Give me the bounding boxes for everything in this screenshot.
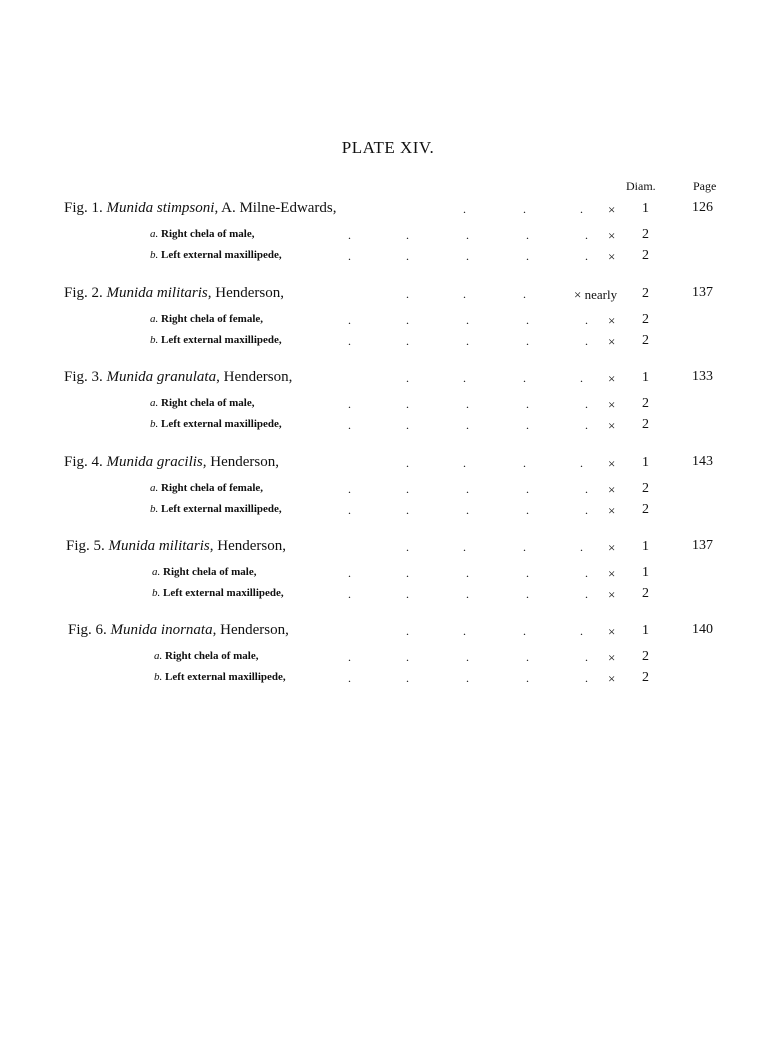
scale-diameter: 2 <box>642 502 649 517</box>
leader-dot: . <box>466 228 469 242</box>
leader-dot: . <box>406 540 409 554</box>
part-description: Right chela of male, <box>165 650 259 662</box>
scale-diameter: 2 <box>642 286 649 301</box>
leader-dot: . <box>406 313 409 327</box>
leader-dot: . <box>406 334 409 348</box>
figure-part <box>0 503 776 521</box>
leader-dot: . <box>580 202 583 216</box>
leader-dot: . <box>526 503 529 517</box>
leader-dot: . <box>406 482 409 496</box>
leader-dot: . <box>585 334 588 348</box>
scale-multiplier: × <box>608 313 616 328</box>
figure-number: Fig. 6. <box>68 622 107 638</box>
leader-dot: . <box>463 540 466 554</box>
leader-dot: . <box>523 624 526 638</box>
leader-dot: . <box>585 503 588 517</box>
species-authority: , Henderson, <box>212 622 289 638</box>
scale-diameter: 2 <box>642 586 649 601</box>
scale-multiplier: × <box>608 202 616 217</box>
scale-diameter: 2 <box>642 417 649 432</box>
page-number: 126 <box>692 200 713 215</box>
scale-diameter: 1 <box>642 455 649 470</box>
scale-multiplier: × <box>608 540 616 555</box>
scale-multiplier: × <box>608 334 616 349</box>
figure-number: Fig. 4. <box>64 454 103 470</box>
leader-dot: . <box>523 456 526 470</box>
figure-number: Fig. 2. <box>64 285 103 301</box>
figure-part <box>0 313 776 331</box>
diam-column-header: Diam. <box>626 179 656 193</box>
figure-label <box>64 454 279 471</box>
scale-multiplier: × nearly <box>574 287 618 302</box>
scale-diameter: 1 <box>642 201 649 216</box>
leader-dot: . <box>348 334 351 348</box>
leader-dot: . <box>585 397 588 411</box>
part-letter: a. <box>154 650 163 662</box>
leader-dot: . <box>466 671 469 685</box>
leader-dot: . <box>585 671 588 685</box>
leader-dot: . <box>348 397 351 411</box>
leader-dot: . <box>466 566 469 580</box>
part-letter: b. <box>150 503 159 515</box>
leader-dot: . <box>406 228 409 242</box>
leader-dot: . <box>406 418 409 432</box>
leader-dot: . <box>406 371 409 385</box>
part-letter: a. <box>150 228 159 240</box>
species-name: Munida militaris <box>106 285 208 301</box>
species-name: Munida militaris <box>108 538 210 554</box>
leader-dot: . <box>406 249 409 263</box>
leader-dot: . <box>580 624 583 638</box>
leader-dot: . <box>580 456 583 470</box>
leader-dot: . <box>526 587 529 601</box>
leader-dot: . <box>585 482 588 496</box>
leader-dot: . <box>466 418 469 432</box>
scale-multiplier: × <box>608 249 616 264</box>
leader-dot: . <box>348 566 351 580</box>
scale-diameter: 1 <box>642 565 649 580</box>
figure-part <box>0 587 776 605</box>
part-label <box>150 313 263 325</box>
leader-dot: . <box>526 249 529 263</box>
figure-entry <box>0 369 776 391</box>
part-description: Right chela of male, <box>163 566 257 578</box>
leader-dot: . <box>526 566 529 580</box>
part-label <box>154 671 286 683</box>
figure-part <box>0 249 776 267</box>
leader-dot: . <box>580 540 583 554</box>
figure-label <box>66 538 286 555</box>
leader-dot: . <box>580 371 583 385</box>
figure-entry <box>0 200 776 222</box>
leader-dot: . <box>526 418 529 432</box>
leader-dot: . <box>463 202 466 216</box>
leader-dot: . <box>406 587 409 601</box>
part-description: Right chela of male, <box>161 397 255 409</box>
species-authority: , Henderson, <box>202 454 279 470</box>
leader-dot: . <box>526 228 529 242</box>
part-label <box>150 334 282 346</box>
part-letter: b. <box>152 587 161 599</box>
species-authority: , Henderson, <box>216 369 293 385</box>
scale-diameter: 1 <box>642 539 649 554</box>
figure-part <box>0 397 776 415</box>
leader-dot: . <box>463 624 466 638</box>
part-label <box>150 397 254 409</box>
leader-dot: . <box>348 228 351 242</box>
leader-dot: . <box>585 587 588 601</box>
figure-number: Fig. 3. <box>64 369 103 385</box>
scale-diameter: 1 <box>642 623 649 638</box>
page-number: 137 <box>692 285 713 300</box>
part-description: Right chela of male, <box>161 228 255 240</box>
scale-diameter: 2 <box>642 481 649 496</box>
leader-dot: . <box>463 456 466 470</box>
figure-label <box>68 622 289 639</box>
part-letter: b. <box>150 334 159 346</box>
leader-dot: . <box>348 587 351 601</box>
leader-dot: . <box>406 566 409 580</box>
scale-diameter: 2 <box>642 670 649 685</box>
figure-part <box>0 650 776 668</box>
leader-dot: . <box>585 566 588 580</box>
part-label <box>150 418 282 430</box>
leader-dot: . <box>523 540 526 554</box>
leader-dot: . <box>466 587 469 601</box>
figure-part <box>0 334 776 352</box>
part-description: Right chela of female, <box>161 482 264 494</box>
figure-part <box>0 482 776 500</box>
scale-diameter: 2 <box>642 248 649 263</box>
leader-dot: . <box>466 482 469 496</box>
figure-part <box>0 418 776 436</box>
species-authority: , Henderson, <box>209 538 287 554</box>
part-letter: b. <box>150 249 159 261</box>
leader-dot: . <box>466 650 469 664</box>
leader-dot: . <box>526 397 529 411</box>
figure-part <box>0 671 776 689</box>
scale-multiplier: × <box>608 456 616 471</box>
leader-dot: . <box>348 503 351 517</box>
part-label <box>150 228 254 240</box>
leader-dot: . <box>585 249 588 263</box>
part-letter: a. <box>150 313 159 325</box>
leader-dot: . <box>406 456 409 470</box>
leader-dot: . <box>466 334 469 348</box>
leader-dot: . <box>526 671 529 685</box>
scale-diameter: 2 <box>642 649 649 664</box>
scale-multiplier: × <box>608 671 616 686</box>
figure-entry <box>0 538 776 560</box>
scale-multiplier: × <box>608 650 616 665</box>
species-authority: , A. Milne-Edwards, <box>214 200 337 216</box>
leader-dot: . <box>348 650 351 664</box>
part-description: Left external maxillipede, <box>161 418 282 430</box>
leader-dot: . <box>406 624 409 638</box>
part-label <box>152 587 284 599</box>
leader-dot: . <box>523 202 526 216</box>
page-number: 137 <box>692 538 713 553</box>
scale-diameter: 2 <box>642 333 649 348</box>
scale-multiplier: × <box>608 228 616 243</box>
leader-dot: . <box>348 313 351 327</box>
leader-dot: . <box>463 287 466 301</box>
page-column-header: Page <box>693 179 717 193</box>
species-name: Munida stimpsoni <box>106 200 215 216</box>
page-number: 143 <box>692 454 713 469</box>
part-letter: a. <box>150 397 159 409</box>
species-authority: , Henderson, <box>207 285 285 301</box>
scale-multiplier: × <box>608 397 616 412</box>
leader-dot: . <box>406 287 409 301</box>
part-description: Left external maxillipede, <box>161 503 282 515</box>
figure-label <box>64 369 292 386</box>
part-label <box>150 482 263 494</box>
species-name: Munida gracilis <box>106 454 203 470</box>
leader-dot: . <box>348 418 351 432</box>
part-letter: a. <box>152 566 161 578</box>
figure-number: Fig. 5. <box>66 538 105 554</box>
leader-dot: . <box>585 650 588 664</box>
part-letter: b. <box>154 671 163 683</box>
figure-label <box>64 200 337 217</box>
leader-dot: . <box>466 249 469 263</box>
leader-dot: . <box>523 287 526 301</box>
leader-dot: . <box>585 418 588 432</box>
figure-label <box>64 285 284 302</box>
scale-diameter: 2 <box>642 312 649 327</box>
page-number: 140 <box>692 622 713 637</box>
species-name: Munida granulata <box>106 369 217 385</box>
species-name: Munida inornata <box>110 622 213 638</box>
leader-dot: . <box>466 313 469 327</box>
part-description: Right chela of female, <box>161 313 264 325</box>
leader-dot: . <box>523 371 526 385</box>
part-description: Left external maxillipede, <box>163 587 284 599</box>
figure-part <box>0 228 776 246</box>
part-description: Left external maxillipede, <box>161 249 282 261</box>
figure-entry <box>0 622 776 644</box>
scale-diameter: 2 <box>642 396 649 411</box>
part-label <box>150 503 282 515</box>
leader-dot: . <box>526 334 529 348</box>
figure-part <box>0 566 776 584</box>
part-label <box>150 249 282 261</box>
part-letter: b. <box>150 418 159 430</box>
leader-dot: . <box>466 397 469 411</box>
leader-dot: . <box>585 313 588 327</box>
leader-dot: . <box>348 671 351 685</box>
scale-multiplier: × <box>608 371 616 386</box>
leader-dot: . <box>406 503 409 517</box>
leader-dot: . <box>466 503 469 517</box>
scale-multiplier: × <box>608 503 616 518</box>
leader-dot: . <box>526 482 529 496</box>
scale-multiplier: × <box>608 566 616 581</box>
leader-dot: . <box>406 650 409 664</box>
part-description: Left external maxillipede, <box>165 671 286 683</box>
part-label <box>154 650 258 662</box>
part-letter: a. <box>150 482 159 494</box>
scale-diameter: 2 <box>642 227 649 242</box>
plate-title: PLATE XIV. <box>341 138 435 157</box>
leader-dot: . <box>463 371 466 385</box>
page-number: 133 <box>692 369 713 384</box>
leader-dot: . <box>406 671 409 685</box>
scale-diameter: 1 <box>642 370 649 385</box>
part-label <box>152 566 256 578</box>
scale-multiplier: × <box>608 624 616 639</box>
scale-multiplier: × <box>608 587 616 602</box>
scale-multiplier: × <box>608 418 616 433</box>
figure-number: Fig. 1. <box>64 200 103 216</box>
leader-dot: . <box>348 249 351 263</box>
part-description: Left external maxillipede, <box>161 334 282 346</box>
scale-multiplier: × <box>608 482 616 497</box>
leader-dot: . <box>406 397 409 411</box>
figure-entry <box>0 454 776 476</box>
leader-dot: . <box>526 313 529 327</box>
figure-entry <box>0 285 776 307</box>
leader-dot: . <box>348 482 351 496</box>
leader-dot: . <box>585 228 588 242</box>
leader-dot: . <box>526 650 529 664</box>
